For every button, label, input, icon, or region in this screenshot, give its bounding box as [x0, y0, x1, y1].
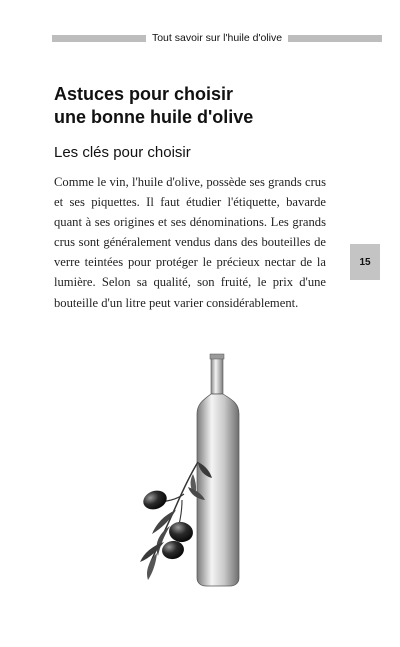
page-title — [54, 83, 344, 129]
running-header — [52, 31, 382, 45]
olive-oil-bottle-illustration — [100, 350, 260, 590]
page-title-line-2: une bonne huile d'olive — [54, 107, 254, 127]
running-title: Tout savoir sur l'huile d'olive — [151, 32, 283, 44]
page-number-tab — [350, 244, 380, 280]
section-heading: Les clés pour choisir — [54, 144, 191, 161]
body-paragraph: Comme le vin, l'huile d'olive, possède ses grands crus et ses piquettes. Il faut étudier l'étiquette, bavarde quant à ses origines et ses dénominations. Les grands crus sont généralement vendus dans des bouteilles de verre teintées pour protéger le précieux nectar de la lumière. Selon sa qualité, son fruité, le prix d'une bouteille d'un litre peut varier considérablement. — [54, 175, 326, 310]
header-rule-right — [288, 35, 382, 42]
page-number: 15 — [359, 256, 371, 268]
page-title-line-1: Astuces pour choisir — [54, 84, 234, 104]
header-rule-left — [52, 35, 146, 42]
